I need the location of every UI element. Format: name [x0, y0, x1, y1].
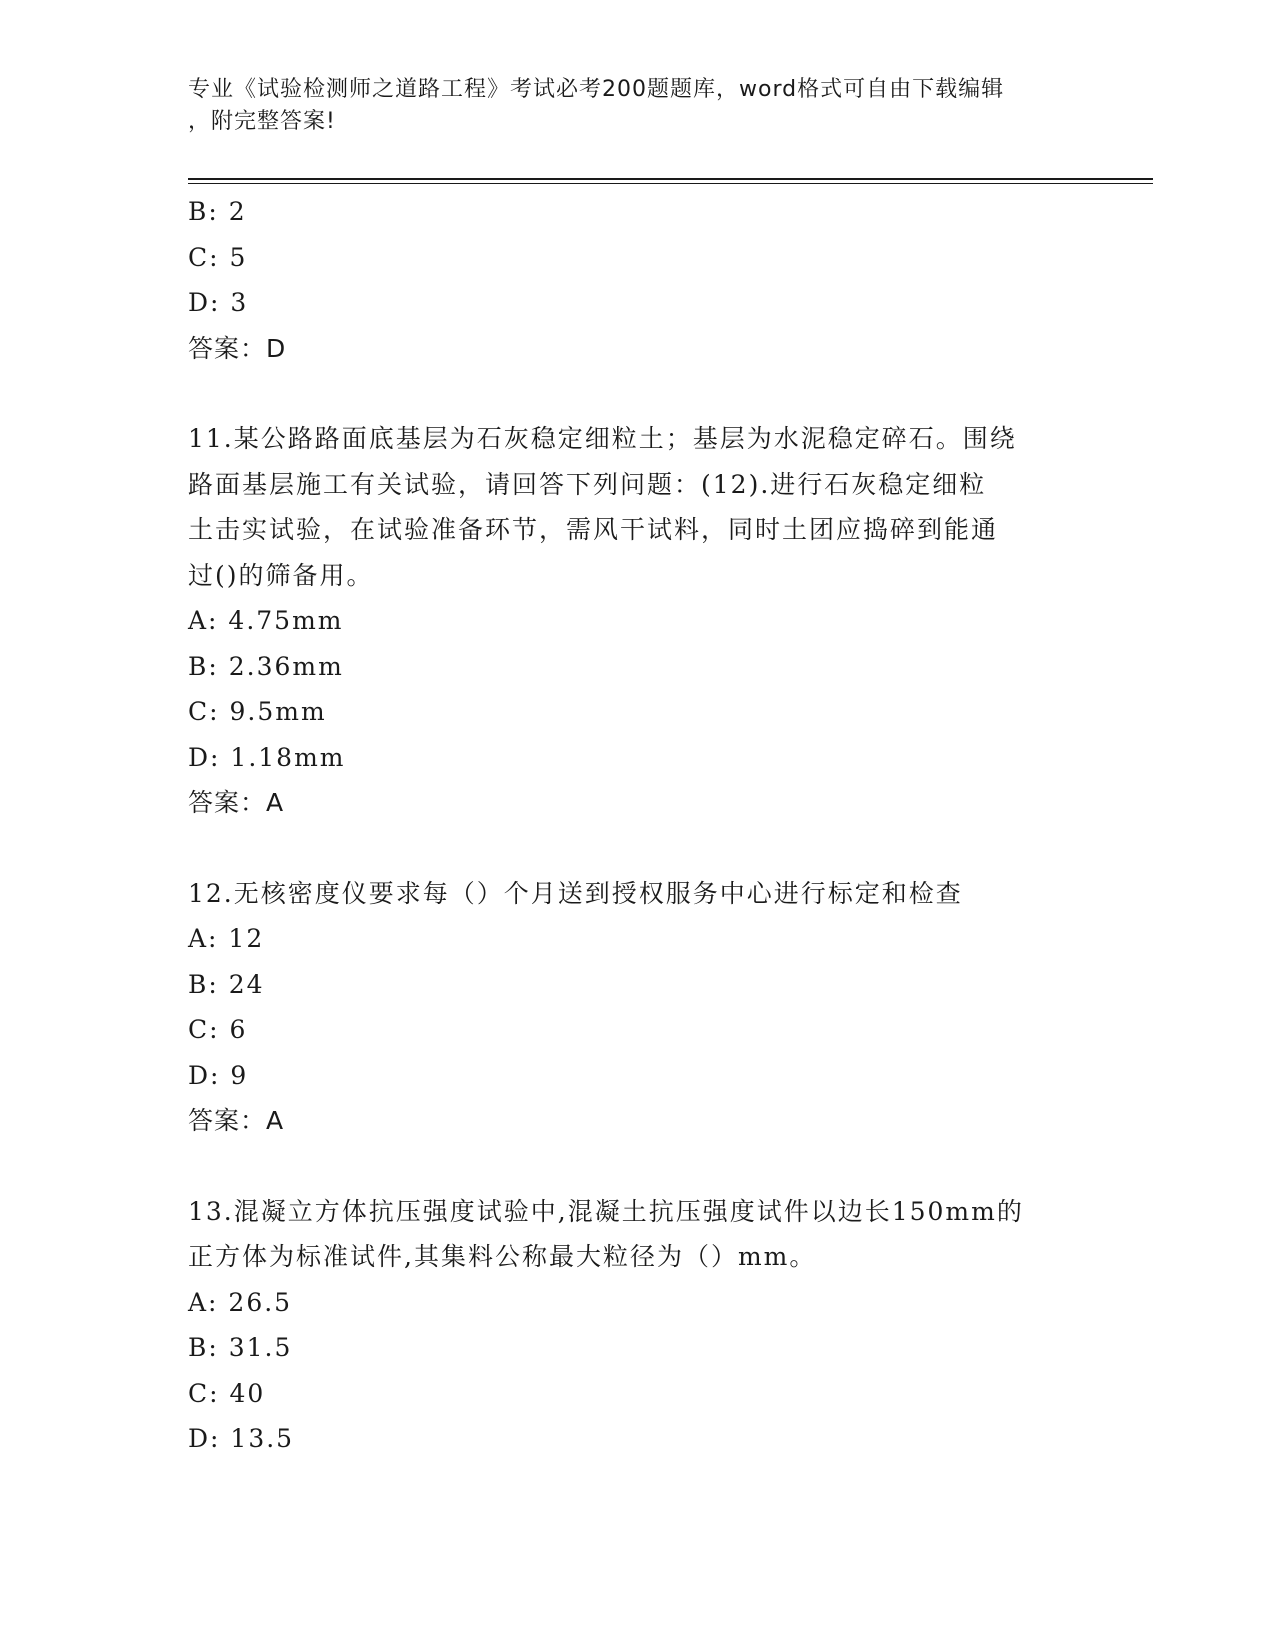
option-d: D: 13.5 — [188, 1424, 295, 1453]
option-a: A: 26.5 — [188, 1287, 293, 1317]
answer-line: 答案：A — [188, 1106, 285, 1135]
option-b: B: 31.5 — [188, 1333, 293, 1362]
header-title-line-2: ，附完整答案! — [188, 109, 336, 134]
question-spacer — [188, 1144, 1088, 1189]
question-text-line: 土击实试验，在试验准备环节，需风干试料，同时土团应捣碎到能通 — [188, 515, 999, 544]
option-c: C: 6 — [188, 1015, 248, 1044]
question-spacer — [188, 826, 1088, 871]
question-11 — [188, 416, 1088, 826]
option-d: D: 3 — [188, 288, 249, 317]
option-c: C: 9.5mm — [188, 697, 327, 726]
option-b: B: 24 — [188, 969, 265, 999]
header-divider-thin — [188, 183, 1153, 184]
option-d: D: 1.18mm — [188, 742, 346, 772]
question-text-line: 路面基层施工有关试验，请回答下列问题：(12).进行石灰稳定细粒 — [188, 469, 987, 499]
document-header — [188, 74, 1088, 138]
answer-line: 答案：D — [188, 333, 287, 363]
question-13 — [188, 1189, 1088, 1462]
question-12 — [188, 871, 1088, 1144]
header-divider-thick — [188, 178, 1153, 180]
question-text-line: 12.无核密度仪要求每（）个月送到授权服务中心进行标定和检查 — [188, 878, 963, 908]
option-c: C: 40 — [188, 1378, 266, 1408]
question-text-line: 过()的筛备用。 — [188, 560, 374, 590]
option-b: B: 2.36mm — [188, 651, 344, 681]
header-title-line-1: 专业《试验检测师之道路工程》考试必考200题题库，word格式可自由下载编辑 — [188, 77, 1005, 102]
question-text-line: 正方体为标准试件,其集料公称最大粒径为（）mm。 — [188, 1242, 817, 1271]
option-a: A: 12 — [188, 924, 265, 953]
option-d: D: 9 — [188, 1060, 249, 1090]
answer-line: 答案：A — [188, 788, 285, 817]
question-text-line: 11.某公路路面底基层为石灰稳定细粒土；基层为水泥稳定碎石。围绕 — [188, 424, 1017, 453]
option-a: A: 4.75mm — [188, 606, 344, 635]
question-text-line: 13.混凝立方体抗压强度试验中,混凝土抗压强度试件以边长150mm的 — [188, 1196, 1024, 1226]
option-c: C: 5 — [188, 242, 248, 272]
option-b: B: 2 — [188, 197, 247, 226]
question-content — [188, 189, 1088, 1462]
question-spacer — [188, 371, 1088, 416]
question-10-continuation — [188, 189, 1088, 371]
